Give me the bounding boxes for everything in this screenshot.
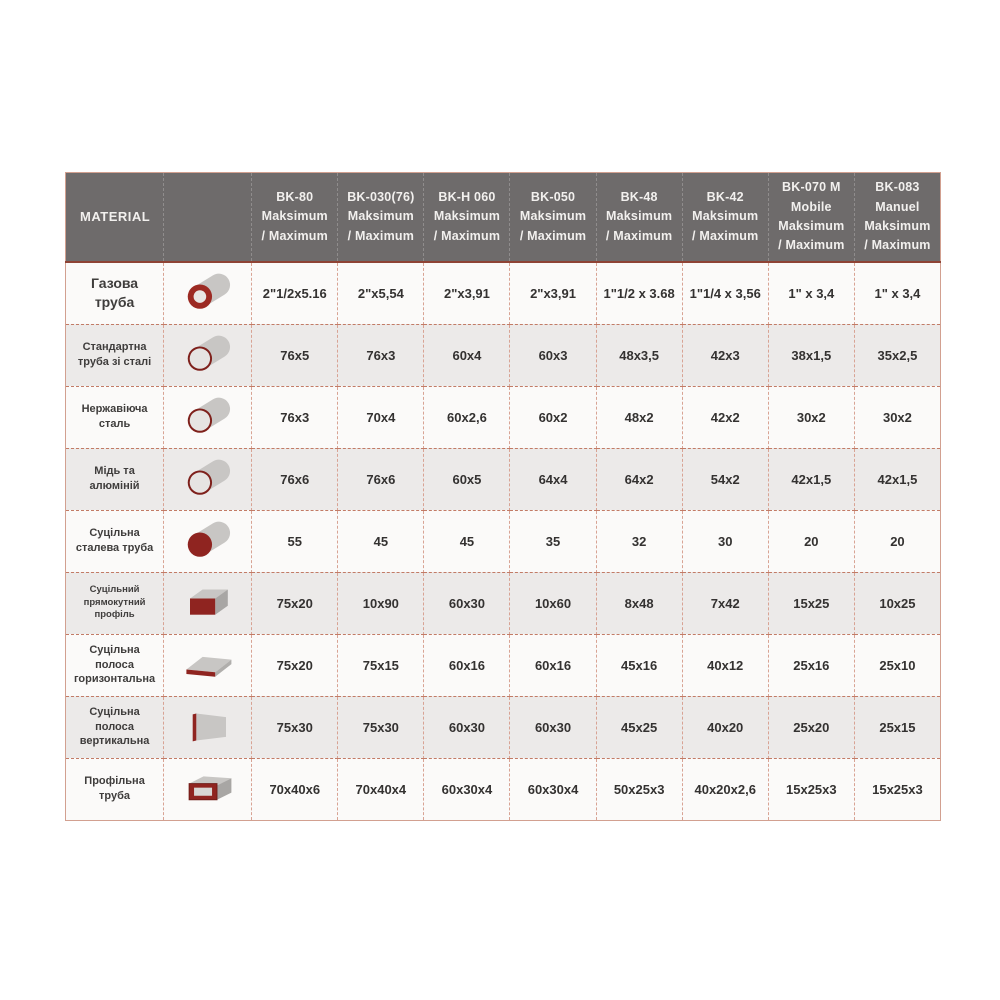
column-header-line: BK-070 M [782, 180, 841, 195]
value-cell: 1" x 3,4 [854, 262, 940, 324]
value-cell: 1"1/2 x 3.68 [596, 262, 682, 324]
material-cell [66, 758, 164, 820]
thin-wall-pipe-icon [164, 386, 252, 448]
material-label: Нержавіюча сталь [81, 403, 148, 430]
value-cell: 54x2 [682, 448, 768, 510]
value-cell: 70x40x4 [338, 758, 424, 820]
value-cell: 60x30 [424, 696, 510, 758]
value-cell: 60x2 [510, 386, 596, 448]
value-cell: 2"x3,91 [510, 262, 596, 324]
column-header-line: / Maximum [261, 228, 328, 243]
value-cell: 60x30 [510, 696, 596, 758]
profile-tube-icon [164, 758, 252, 820]
value-cell: 35x2,5 [854, 324, 940, 386]
material-cell [66, 510, 164, 572]
value-cell: 32 [596, 510, 682, 572]
column-header-bk-h-060 [424, 173, 510, 263]
value-cell: 2"x5,54 [338, 262, 424, 324]
value-cell: 25x10 [854, 634, 940, 696]
table-row [66, 262, 941, 324]
material-label: Суцільна полоса горизонтальна [73, 643, 156, 686]
value-cell: 30x2 [854, 386, 940, 448]
material-label: Суцільна полоса вертикальна [79, 705, 150, 748]
value-cell: 15x25 [768, 572, 854, 634]
column-header-bk-48 [596, 173, 682, 263]
value-cell: 20 [854, 510, 940, 572]
column-header-line: / Maximum [692, 228, 759, 243]
column-header-line: Maksimum [778, 219, 845, 233]
value-cell: 70x40x6 [252, 758, 338, 820]
column-header-line: BK-80 [276, 189, 314, 204]
value-cell: 50x25x3 [596, 758, 682, 820]
value-cell: 75x20 [252, 572, 338, 634]
material-label: Газова труба [91, 275, 139, 311]
thin-wall-pipe-icon [164, 324, 252, 386]
table-row [66, 448, 941, 510]
value-cell: 15x25x3 [768, 758, 854, 820]
value-cell: 10x60 [510, 572, 596, 634]
value-cell: 76x6 [338, 448, 424, 510]
value-cell: 76x3 [252, 386, 338, 448]
column-header-bk-42 [682, 173, 768, 263]
value-cell: 42x3 [682, 324, 768, 386]
column-header-line: BK-H 060 [438, 189, 496, 204]
value-cell: 75x20 [252, 634, 338, 696]
value-cell: 64x2 [596, 448, 682, 510]
column-header-line: Mobile [790, 199, 832, 214]
column-header-line: Maksimum [519, 209, 587, 224]
value-cell: 76x6 [252, 448, 338, 510]
value-cell: 10x25 [854, 572, 940, 634]
column-header-line: BK-48 [620, 189, 658, 204]
value-cell: 1"1/4 x 3,56 [682, 262, 768, 324]
value-cell: 15x25x3 [854, 758, 940, 820]
value-cell: 30 [682, 510, 768, 572]
value-cell: 25x15 [854, 696, 940, 758]
table-row [66, 634, 941, 696]
value-cell: 48x3,5 [596, 324, 682, 386]
value-cell: 40x20x2,6 [682, 758, 768, 820]
value-cell: 75x15 [338, 634, 424, 696]
value-cell: 70x4 [338, 386, 424, 448]
material-cell [66, 262, 164, 324]
value-cell: 60x4 [424, 324, 510, 386]
column-header-line: Maksimum [864, 219, 931, 233]
column-header-bk-083 [854, 173, 940, 263]
value-cell: 10x90 [338, 572, 424, 634]
value-cell: 45x16 [596, 634, 682, 696]
table-row [66, 386, 941, 448]
column-header-line: / Maximum [347, 228, 415, 243]
material-label: Суцільний прямокутний профіль [83, 583, 146, 621]
value-cell: 45x25 [596, 696, 682, 758]
material-spec-table [65, 172, 941, 821]
value-cell: 75x30 [338, 696, 424, 758]
column-header-line: BK-083 [875, 180, 920, 195]
value-cell: 42x2 [682, 386, 768, 448]
value-cell: 25x20 [768, 696, 854, 758]
value-cell: 38x1,5 [768, 324, 854, 386]
column-header-line: BK-050 [530, 189, 576, 204]
material-cell [66, 448, 164, 510]
value-cell: 7x42 [682, 572, 768, 634]
value-cell: 45 [338, 510, 424, 572]
thin-wall-pipe-icon [164, 448, 252, 510]
table-row [66, 758, 941, 820]
column-header-bk-050 [510, 173, 596, 263]
value-cell: 8x48 [596, 572, 682, 634]
solid-rod-icon [164, 510, 252, 572]
material-cell [66, 634, 164, 696]
column-header-line: Maksimum [606, 209, 673, 224]
column-header-bk-070-m [768, 173, 854, 263]
value-cell: 1" x 3,4 [768, 262, 854, 324]
table-header [66, 173, 941, 263]
column-header-line: / Maximum [605, 228, 673, 243]
column-header-bk-80 [252, 173, 338, 263]
value-cell: 60x16 [510, 634, 596, 696]
material-label: Стандартна труба зі сталі [77, 341, 152, 368]
value-cell: 55 [252, 510, 338, 572]
column-header-line: Manuel [875, 199, 920, 214]
value-cell: 76x5 [252, 324, 338, 386]
value-cell: 20 [768, 510, 854, 572]
material-label: Мідь та алюміній [89, 465, 140, 492]
value-cell: 60x2,6 [424, 386, 510, 448]
column-header-line: Maksimum [433, 209, 501, 224]
table-row [66, 324, 941, 386]
solid-rect-profile-icon [164, 572, 252, 634]
column-header-line: Maksimum [261, 209, 328, 224]
table-row [66, 696, 941, 758]
material-cell [66, 572, 164, 634]
material-label: Суцільна сталева труба [75, 527, 154, 554]
material-cell [66, 696, 164, 758]
material-label: Профільна труба [84, 775, 145, 802]
value-cell: 2"x3,91 [424, 262, 510, 324]
icon-column-header [164, 173, 252, 263]
value-cell: 25x16 [768, 634, 854, 696]
column-header-line: Maksimum [692, 209, 759, 224]
column-header-line: / Maximum [519, 228, 587, 243]
value-cell: 60x3 [510, 324, 596, 386]
column-header-bk-030-76 [338, 173, 424, 263]
value-cell: 60x30x4 [510, 758, 596, 820]
column-header-line: BK-030(76) [347, 189, 415, 204]
column-header-line: / Maximum [433, 228, 501, 243]
column-header-line: / Maximum [778, 238, 845, 253]
material-column-header: MATERIAL [66, 173, 164, 263]
value-cell: 40x20 [682, 696, 768, 758]
value-cell: 60x16 [424, 634, 510, 696]
thick-wall-pipe-icon [164, 262, 252, 324]
value-cell: 60x30 [424, 572, 510, 634]
value-cell: 42x1,5 [854, 448, 940, 510]
value-cell: 60x30x4 [424, 758, 510, 820]
value-cell: 48x2 [596, 386, 682, 448]
value-cell: 30x2 [768, 386, 854, 448]
material-cell [66, 324, 164, 386]
column-header-line: / Maximum [864, 238, 931, 253]
value-cell: 40x12 [682, 634, 768, 696]
value-cell: 60x5 [424, 448, 510, 510]
value-cell: 76x3 [338, 324, 424, 386]
column-header-line: BK-42 [706, 189, 744, 204]
value-cell: 75x30 [252, 696, 338, 758]
table-row [66, 510, 941, 572]
flat-bar-vertical-icon [164, 696, 252, 758]
flat-bar-horizontal-icon [164, 634, 252, 696]
value-cell: 42x1,5 [768, 448, 854, 510]
table-row [66, 572, 941, 634]
material-cell [66, 386, 164, 448]
column-header-line: Maksimum [347, 209, 414, 224]
value-cell: 64x4 [510, 448, 596, 510]
value-cell: 2"1/2x5.16 [252, 262, 338, 324]
value-cell: 35 [510, 510, 596, 572]
value-cell: 45 [424, 510, 510, 572]
